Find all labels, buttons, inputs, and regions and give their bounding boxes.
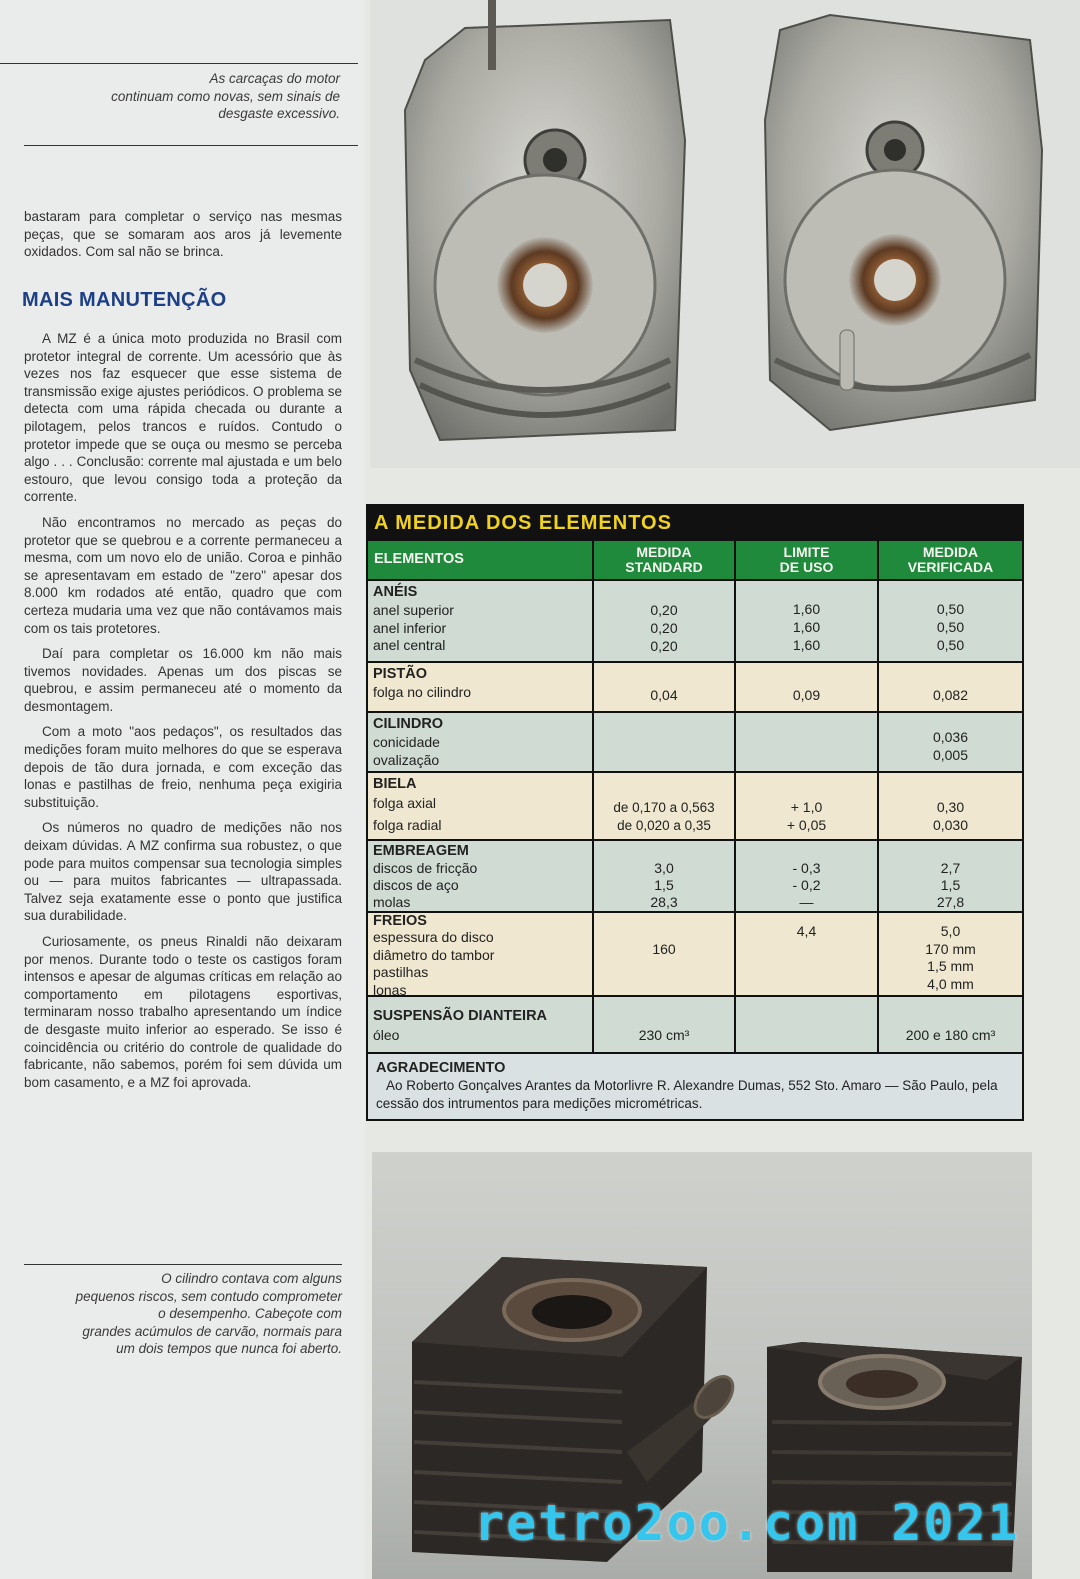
group-name: SUSPENSÃO DIANTEIRA — [373, 1008, 548, 1024]
row-cilindro-standard — [594, 713, 734, 771]
header-medida-standard: MEDIDA STANDARD — [594, 541, 734, 579]
row-biela-standard: de 0,170 a 0,563 de 0,020 a 0,35 — [594, 773, 734, 839]
engine-crankcase-photo — [370, 0, 1080, 468]
table-title: A MEDIDA DOS ELEMENTOS — [368, 506, 1022, 539]
article-paragraph: Curiosamente, os pneus Rinaldi não deixaram por menos. Durante todo o teste os castigos foram intensos e apesar de algumas críticas em relação ao comportamento em pilotagens esportivas, terminaram nosso trabalho apresentando um índice de desgaste muito inferior ao esperado. Se isso é coincidência ou critério do controle de qualidade do fabricante, não sabemos, porém foi sem dúvida um bom casamento, e a MZ foi aprovada. — [24, 934, 342, 1090]
header-elementos: ELEMENTOS — [368, 541, 592, 579]
acknowledgement-text: Ao Roberto Gonçalves Arantes da Motorlivre R. Alexandre Dumas, 552 Sto. Amaro — São Paulo, pela cessão dos intrumentos para medições micrométricas. — [376, 1078, 998, 1111]
group-items: anel superior anel inferior anel central — [373, 601, 454, 654]
watermark: retro2oo.com 2021 — [474, 1494, 1020, 1552]
row-aneis-verified: 0,50 0,50 0,50 — [879, 581, 1022, 661]
header-medida-verificada: MEDIDA VERIFICADA — [879, 541, 1022, 579]
group-name: PISTÃO — [373, 666, 427, 682]
group-items: folga no cilindro — [373, 683, 472, 700]
group-name: EMBREAGEM — [373, 843, 469, 859]
row-suspensao-limit — [736, 997, 877, 1052]
caption-bottom: O cilindro contava com alguns pequenos riscos, sem contudo comprometer o desempenho. Cabeçote com grandes acúmulos de carvão, normais para um dois tempos que nunca foi aberto. — [75, 1271, 342, 1356]
row-pistao-limit: 0,09 — [736, 663, 877, 711]
row-aneis-limit: 1,60 1,60 1,60 — [736, 581, 877, 661]
intro-text — [24, 208, 342, 269]
header-limite-de-uso: LIMITE DE USO — [736, 541, 877, 579]
group-items: espessura do disco diâmetro do tambor pastilhas lonas — [373, 929, 495, 998]
row-freios-label — [368, 913, 592, 998]
row-aneis-standard: 0,20 0,20 0,20 — [594, 581, 734, 661]
row-embreagem-standard: 3,0 1,5 28,3 — [594, 841, 734, 911]
article-paragraph: Daí para completar os 16.000 km não mais tivemos novidades. Apenas um dos piscas se quebrou, e assim permaneceu até o momento da desmontagem. — [24, 646, 342, 714]
article-paragraph: A MZ é a única moto produzida no Brasil com protetor integral de corrente. Um acessório que às vezes nos faz esquecer que esse sistema de transmissão exige ajustes periódicos. O problema se detecta com uma rápida checada ou durante a pilotagem, pelos trancos e ruídos. Contudo o protetor impede que se ouça ou mesmo se perceba algo . . . Conclusão: corrente mal ajustada e um belo estouro, que levou consigo toda a proteção da corrente. — [24, 331, 342, 505]
row-cilindro-label — [368, 713, 592, 771]
row-pistao-verified: 0,082 — [879, 663, 1022, 711]
caption-top-rule-upper — [0, 63, 358, 64]
row-biela-label — [368, 773, 592, 839]
row-freios-verified: 5,0 170 mm 1,5 mm 4,0 mm — [879, 913, 1022, 995]
row-biela-verified: 0,30 0,030 — [879, 773, 1022, 839]
caption-bottom-rule — [24, 1264, 342, 1265]
group-name: BIELA — [373, 776, 417, 792]
section-heading: MAIS MANUTENÇÃO — [22, 289, 227, 311]
row-cilindro-limit — [736, 713, 877, 771]
article-paragraph: Os números no quadro de medições não nos deixam dúvidas. A MZ confirma sua robustez, o que pode para muitos compensar sua tecnologia simples ou — para muitos fabricantes — ultrapassada. Talvez seja exatamente esse o ponto que justifica sua durabilidade. — [24, 820, 342, 924]
row-cilindro-verified: 0,036 0,005 — [879, 713, 1022, 771]
acknowledgement — [368, 1054, 1022, 1119]
acknowledgement-title: AGRADECIMENTO — [376, 1060, 506, 1076]
row-biela-limit: + 1,0 + 0,05 — [736, 773, 877, 839]
row-aneis-label — [368, 581, 592, 661]
caption-top-rule-lower — [24, 145, 358, 146]
row-suspensao-label — [368, 997, 592, 1052]
article-paragraph: Não encontramos no mercado as peças do protetor que se quebrou e a corrente permaneceu a mesma, com um novo elo de união. Coroa e pinhão se apresentavam em estado de "zero" apesar dos 8.000 km rodados até então, quadro que com certeza mudaria uma vez que não contávamos mais com os tais protetores. — [24, 514, 342, 636]
crankcase-illustration — [370, 0, 1080, 468]
group-name: FREIOS — [373, 913, 427, 929]
row-embreagem-verified: 2,7 1,5 27,8 — [879, 841, 1022, 911]
row-pistao-standard: 0,04 — [594, 663, 734, 711]
row-suspensao-verified: 200 e 180 cm³ — [879, 997, 1022, 1052]
group-name: ANÉIS — [373, 584, 418, 600]
row-embreagem-label — [368, 841, 592, 911]
row-embreagem-limit: - 0,3 - 0,2 — — [736, 841, 877, 911]
row-pistao-label — [368, 663, 592, 711]
group-items: conicidade ovalização — [373, 733, 440, 768]
row-suspensao-standard: 230 cm³ — [594, 997, 734, 1052]
row-freios-limit: 4,4 — [736, 913, 877, 995]
intro-paragraph: bastaram para completar o serviço nas mesmas peças, que se somaram aos aros já levemente oxidados. Com sal não se brinca. — [24, 209, 342, 260]
caption-top: As carcaças do motor continuam como novas, sem sinais de desgaste excessivo. — [111, 71, 340, 121]
article-paragraph: Com a moto "aos pedaços", os resultados das medições foram muito melhores do que se esperava depois de tão dura jornada, e com exceção das lonas e pastilhas de freio, nenhuma peça exigiria substituição. — [24, 724, 342, 810]
group-name: CILINDRO — [373, 716, 444, 732]
measurement-table — [366, 504, 1024, 1121]
group-items: folga axial folga radial — [373, 795, 442, 833]
article-body — [24, 330, 342, 1099]
group-items: óleo — [373, 1027, 400, 1043]
row-freios-standard: 160 — [594, 913, 734, 995]
group-items: discos de fricção discos de aço molas — [373, 860, 478, 910]
